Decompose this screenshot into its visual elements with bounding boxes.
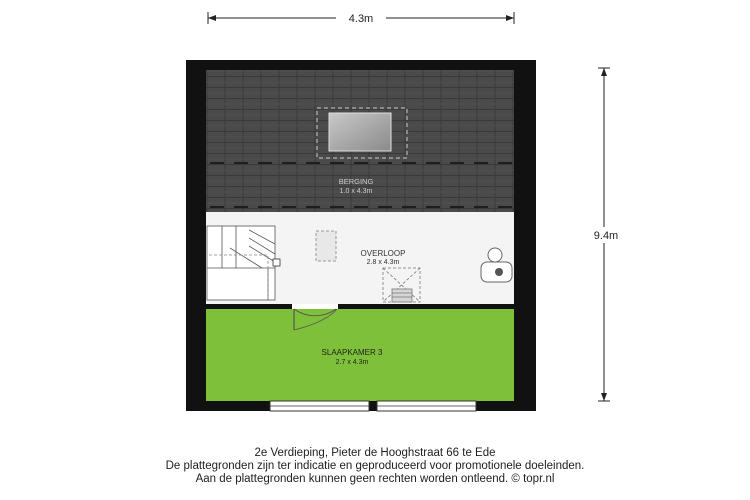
slaapkamer-size: 2.7 x 4.3m bbox=[335, 359, 369, 366]
window-left bbox=[270, 401, 369, 411]
width-dimension-label: 4.3m bbox=[348, 13, 374, 25]
height-dimension-label: 9.4m bbox=[593, 230, 619, 242]
slaapkamer-label: SLAAPKAMER 3 bbox=[321, 348, 383, 357]
caption-disclaimer: De plattegronden zijn ter indicatie en geproduceerd voor promotionele doeleinden. bbox=[165, 460, 585, 472]
staircase bbox=[207, 226, 280, 300]
overloop-label: OVERLOOP bbox=[360, 249, 406, 258]
overloop-size: 2.8 x 4.3m bbox=[366, 259, 400, 266]
roof-hatch bbox=[316, 231, 336, 261]
window-right bbox=[377, 401, 476, 411]
height-dimension bbox=[590, 68, 620, 401]
berging-size: 1.0 x 4.3m bbox=[339, 188, 373, 195]
berging-label: BERGING bbox=[338, 177, 374, 186]
caption-copyright: Aan de plattegronden kunnen geen rechten worden ontleend. © topr.nl bbox=[195, 473, 555, 485]
caption-title: 2e Verdieping, Pieter de Hooghstraat 66 te Ede bbox=[254, 447, 496, 459]
width-dimension bbox=[208, 11, 514, 25]
partition-wall bbox=[206, 304, 514, 309]
